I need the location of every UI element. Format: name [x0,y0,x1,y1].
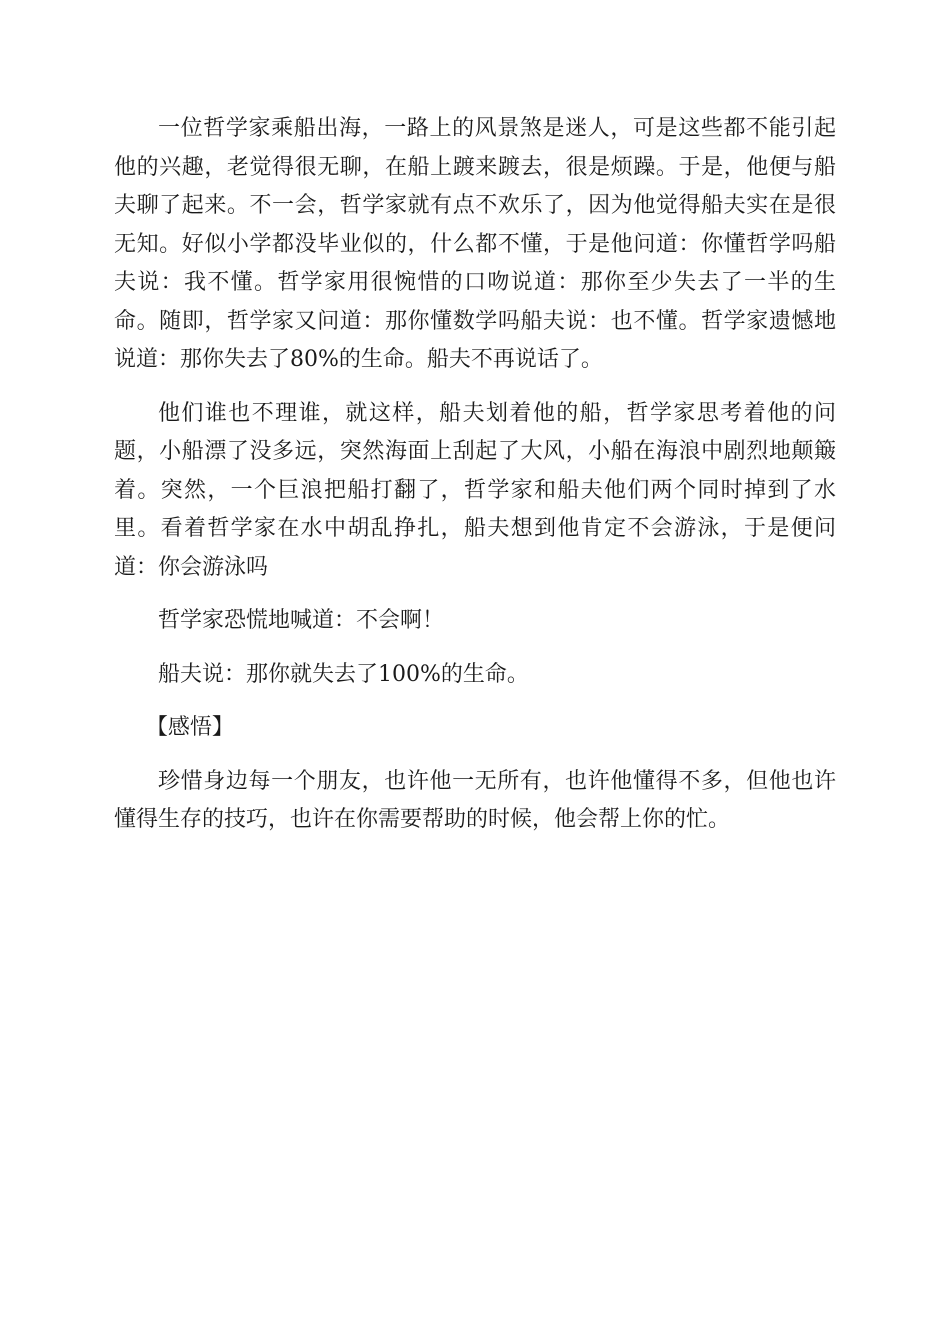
section-heading-insight: 【感悟】 [145,715,234,740]
paragraph-insight: 珍惜身边每一个朋友，也许他一无所有，也许他懂得不多，但他也许懂得生存的技巧，也许在你需要帮助的时候，他会帮上你的忙。 [114,768,836,832]
document-body [114,110,836,855]
paragraph-story-opening: 一位哲学家乘船出海，一路上的风景煞是迷人，可是这些都不能引起他的兴趣，老觉得很无聊，在船上踱来踱去，很是烦躁。于是，他便与船夫聊了起来。不一会，哲学家就有点不欢乐了，因为他觉得船夫实在是很无知。好似小学都没毕业似的，什么都不懂，于是他问道：你懂哲学吗船夫说：我不懂。哲学家用很惋惜的口吻说道：那你至少失去了一半的生命。随即，哲学家又问道：那你懂数学吗船夫说：也不懂。哲学家遗憾地说道：那你失去了80%的生命。船夫不再说话了。 [114,116,836,372]
paragraph-storm: 他们谁也不理谁，就这样，船夫划着他的船，哲学家思考着他的问题，小船漂了没多远，突然海面上刮起了大风，小船在海浪中剧烈地颠簸着。突然，一个巨浪把船打翻了，哲学家和船夫他们两个同时掉到了水里。看着哲学家在水中胡乱挣扎，船夫想到他肯定不会游泳，于是便问道：你会游泳吗 [114,400,836,580]
paragraph-philosopher-reply: 哲学家恐慌地喊道：不会啊！ [158,608,445,633]
paragraph-boatman-reply: 船夫说：那你就失去了100%的生命。 [158,661,529,687]
